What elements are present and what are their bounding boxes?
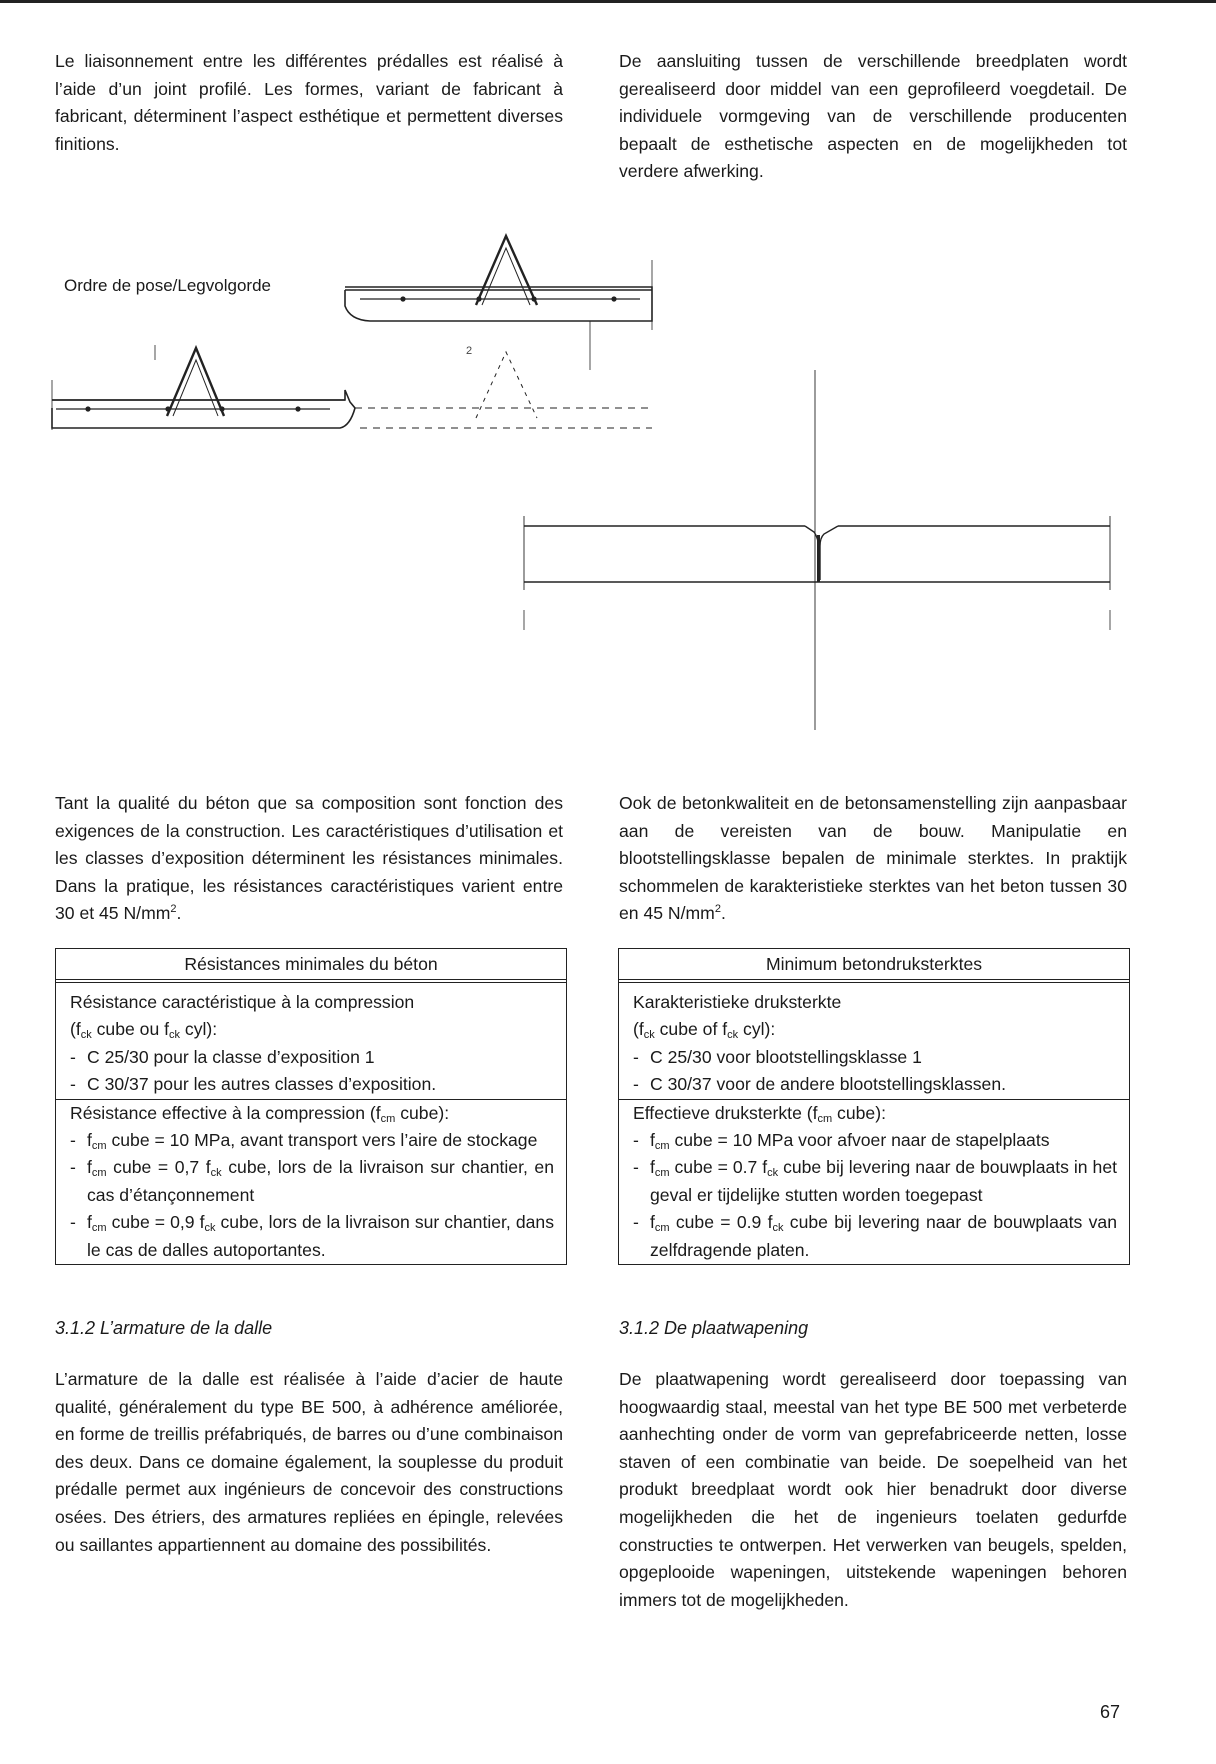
upper-plank bbox=[345, 287, 652, 321]
joint-diagram bbox=[0, 230, 1216, 750]
upper-rebar-dot bbox=[476, 296, 481, 301]
table-nl-s2-item: - $f_{cm}$ cube = 10 MPa voor afvoer naar de stapelplaats bbox=[633, 1127, 1117, 1154]
table-fr bbox=[55, 948, 567, 1265]
lower-rebar-dot bbox=[295, 406, 300, 411]
section-body-fr bbox=[55, 1366, 563, 1559]
quality-fr-end: . bbox=[176, 903, 182, 924]
lower-lattice-girder bbox=[167, 348, 224, 416]
intro-fr-text: Le liaisonnement entre les différentes prédalles est réalisé à l’aide d’un joint profilé. Les formes, variant de fabricant à fabricant, déterminent l’aspect esthétique et permettent diverses finitions. bbox=[55, 51, 563, 154]
table-fr-s2-item: - $f_{cm}$ cube = 0,7 $f_{ck}$ cube, lors de la livraison sur chantier, en cas d’étançonnement bbox=[70, 1154, 554, 1209]
joint-fill bbox=[817, 535, 820, 582]
upper-rebar-dot bbox=[531, 296, 536, 301]
table-nl-s1-title: Karakteristieke druksterkte bbox=[633, 992, 842, 1012]
quality-fr bbox=[55, 790, 563, 928]
joint-v-profile bbox=[805, 526, 838, 580]
quality-nl-text: Ook de betonkwaliteit en de betonsamenstelling zijn aanpasbaar aan de vereisten van de bouw. Manipulatie en blootstellingsklasse bepalen de minimale sterktes. In praktijk schommelen de karakteristieke sterktes van het beton tussen 30 en 45 N/mm bbox=[619, 793, 1127, 924]
upper-lattice-girder bbox=[476, 236, 537, 305]
table-fr-s2-title: Résistance effective à la compression ($f_{cm}$ cube): bbox=[70, 1102, 450, 1125]
upper-rebar-dot bbox=[611, 296, 616, 301]
quality-nl bbox=[619, 790, 1127, 928]
section-nl-text: De plaatwapening wordt gerealiseerd door toepassing van hoogwaardig staal, meestal van het type BE 500 met verbeterde aanhechting onder de vorm van geprefabriceerde netten, losse staven of een combinatie van beide. De soepelheid van het produkt breedplaat wordt ook hier benadrukt door diverse mogelijkheden die het de ingenieurs toelaten gedurfde constructies te ontwerpen. Het verwerken van beugels, spelden, opgeplooide wapeningen, uitstekende wapeningen behoren immers tot de mogelijkheden. bbox=[619, 1369, 1127, 1610]
table-fr-s1-line: ($f_{ck}$ cube ou $f_{ck}$ cyl): bbox=[70, 1019, 218, 1042]
lower-rebar-dot bbox=[85, 406, 90, 411]
top-border bbox=[0, 0, 1216, 3]
table-fr-s2-item: - $f_{cm}$ cube = 10 MPa, avant transport vers l’aire de stockage bbox=[70, 1127, 554, 1154]
table-nl-s1-line: ($f_{ck}$ cube of $f_{ck}$ cyl): bbox=[633, 1019, 776, 1042]
table-fr-s1-title: Résistance caractéristique à la compression bbox=[70, 992, 415, 1012]
table-nl bbox=[618, 948, 1130, 1265]
figure-caption: Ordre de pose/Legvolgorde bbox=[64, 276, 271, 295]
intro-nl bbox=[619, 48, 1127, 186]
table-nl-s1-item: - C 25/30 voor blootstellingsklasse 1 bbox=[633, 1044, 1117, 1071]
table-nl-section-effective bbox=[619, 1099, 1129, 1264]
table-nl-section-characteristic bbox=[619, 983, 1129, 1099]
section-fr-text: L’armature de la dalle est réalisée à l’aide d’acier de haute qualité, généralement du type BE 500, à adhérence améliorée, en forme de treillis préfabriqués, de barres ou d’une combinaison des deux. Dans ce domaine également, la souplesse du produit prédalle permet aux ingénieurs de concevoir des constructions osées. Des étriers, des armatures repliées en épingle, relevées ou saillantes appartiennent au domaine des possibilités. bbox=[55, 1369, 563, 1555]
table-fr-s1-item: - C 25/30 pour la classe d’exposition 1 bbox=[70, 1044, 554, 1071]
table-nl-title: Minimum betondruksterktes bbox=[619, 949, 1129, 983]
table-fr-section-characteristic bbox=[56, 983, 566, 1099]
quality-nl-sup: 2 bbox=[714, 903, 721, 916]
table-fr-s1-item: - C 30/37 pour les autres classes d’exposition. bbox=[70, 1071, 554, 1098]
table-nl-s2-item: - $f_{cm}$ cube = 0.7 $f_{ck}$ cube bij levering naar de bouwplaats in het geval er tijdelijke stutten worden toegepast bbox=[633, 1154, 1117, 1209]
table-fr-title: Résistances minimales du béton bbox=[56, 949, 566, 983]
table-nl-s2-title: Effectieve druksterkte ($f_{cm}$ cube): bbox=[633, 1102, 886, 1125]
order-label: 2 bbox=[466, 345, 473, 357]
intro-nl-text: De aansluiting tussen de verschillende breedplaten wordt gerealiseerd door middel van een geprofileerd voegdetail. De individuele vormgeving van de verschillende producenten bepaalt de esthetische aspecten en de mogelijkheden tot verdere afwerking. bbox=[619, 51, 1127, 182]
upper-rebar-dot bbox=[400, 296, 405, 301]
table-nl-s1-item: - C 30/37 voor de andere blootstellingsklassen. bbox=[633, 1071, 1117, 1098]
table-fr-s2-item: - $f_{cm}$ cube = 0,9 $f_{ck}$ cube, lors de la livraison sur chantier, dans le cas de dalles autoportantes. bbox=[70, 1209, 554, 1264]
quality-fr-text: Tant la qualité du béton que sa composition sont fonction des exigences de la construction. Les caractéristiques d’utilisation et les classes d’exposition déterminent les résistances minimales. Dans la pratique, les résistances caractéristiques varient entre 30 et 45 N/mm bbox=[55, 793, 563, 924]
table-fr-section-effective bbox=[56, 1099, 566, 1264]
intro-fr bbox=[55, 48, 563, 158]
lower-rebar-dot bbox=[219, 406, 224, 411]
quality-nl-end: . bbox=[720, 903, 726, 924]
section-title-fr: 3.1.2 L’armature de la dalle bbox=[55, 1318, 273, 1338]
page-number: 67 bbox=[1100, 1702, 1121, 1722]
quality-fr-sup: 2 bbox=[170, 903, 177, 916]
section-body-nl bbox=[619, 1366, 1127, 1614]
table-nl-s2-item: - $f_{cm}$ cube = 0.9 $f_{ck}$ cube bij levering naar de bouwplaats van zelfdragende platen. bbox=[633, 1209, 1117, 1264]
ghost-plank bbox=[355, 408, 652, 428]
lower-rebar-dot bbox=[165, 406, 170, 411]
section-title-nl: 3.1.2 De plaatwapening bbox=[619, 1318, 809, 1338]
